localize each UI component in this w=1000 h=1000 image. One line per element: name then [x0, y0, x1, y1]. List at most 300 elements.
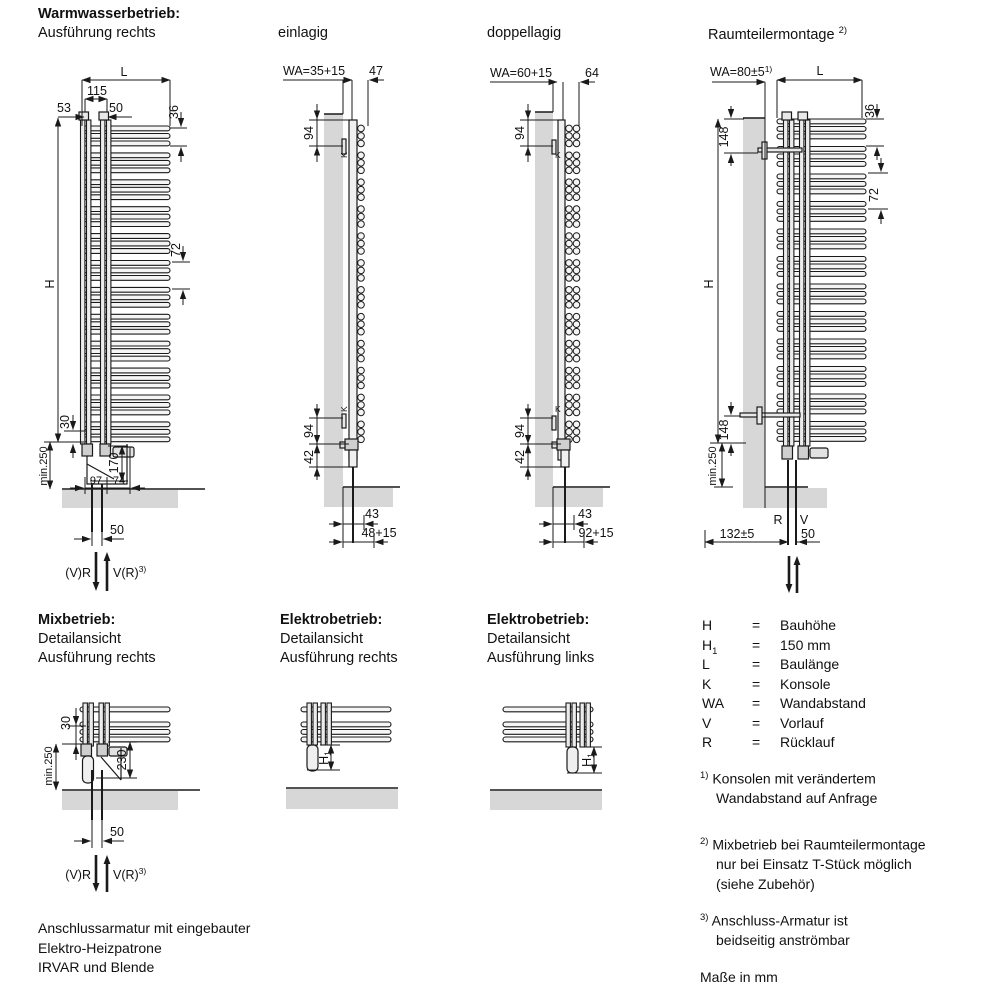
- konsole-bracket: [342, 414, 346, 428]
- tube-end: [358, 275, 365, 282]
- dim-H1: $H_1$: [317, 751, 333, 765]
- radiator-tube: [82, 429, 170, 434]
- tube-end: [573, 287, 580, 294]
- tube-end: [566, 240, 573, 247]
- radiator-tube: [82, 403, 170, 408]
- tube-end: [566, 394, 573, 401]
- valve-body: [782, 446, 793, 459]
- tube-end: [358, 133, 365, 140]
- dim-30: 30: [58, 415, 72, 429]
- tube-end: [358, 294, 365, 301]
- tube-end: [573, 194, 580, 201]
- tube-end: [566, 409, 573, 416]
- dim-94-bottom: 94: [513, 424, 527, 438]
- caption-line1: Anschlussarmatur mit eingebauter: [38, 920, 251, 936]
- radiator-tube: [82, 437, 170, 442]
- mix-sub1: Detailansicht: [38, 631, 122, 647]
- radiator-tube: [82, 141, 170, 146]
- legend-sym: $H_1$: [702, 636, 718, 657]
- tube-end: [358, 221, 365, 228]
- tube-end: [573, 294, 580, 301]
- tube-end: [358, 355, 365, 362]
- radiator-tube: [82, 207, 170, 212]
- floor-elektro-links: [490, 791, 602, 810]
- valve-body: [97, 744, 108, 756]
- section-title-warmwasser: Warmwasserbetrieb:: [38, 6, 181, 22]
- tube-end: [566, 302, 573, 309]
- radiator-tube: [82, 368, 170, 373]
- elektro-rechts-sub1: Detailansicht: [280, 631, 364, 647]
- tube-end: [573, 248, 580, 255]
- collector-pipe: [99, 703, 103, 746]
- section-sub-warmwasser: Ausführung rechts: [38, 25, 156, 41]
- floor-lines: [62, 112, 808, 790]
- radiator-tube: [82, 180, 170, 185]
- tube-end: [566, 167, 573, 174]
- collector-pipe: [800, 120, 804, 446]
- radiator-tube: [82, 214, 170, 219]
- pipe-elbow: [349, 450, 357, 467]
- radiator-tube: [82, 329, 170, 334]
- tube-end: [566, 429, 573, 436]
- tube-end: [566, 260, 573, 267]
- dim-50: 50: [109, 101, 123, 115]
- tube-end: [573, 125, 580, 132]
- tube-end: [573, 321, 580, 328]
- tube-end: [566, 179, 573, 186]
- footnote-3-line1: Anschluss-Armatur ist: [711, 912, 848, 929]
- col-header-doppellagig: doppellagig: [487, 25, 562, 41]
- elektro-rechts-sub2: Ausführung rechts: [280, 650, 398, 666]
- collector-pipe: [307, 703, 311, 745]
- tube-end: [566, 206, 573, 213]
- tube-end: [566, 152, 573, 159]
- tube-end: [566, 287, 573, 294]
- tube-end: [573, 302, 580, 309]
- tube-end: [573, 152, 580, 159]
- legend-val: Bauhöhe: [780, 617, 837, 633]
- tube-end: [358, 206, 365, 213]
- elektro-links-sub2: Ausführung links: [487, 650, 595, 666]
- raumteiler-footnote-ref: 2): [838, 25, 848, 36]
- tube-end: [566, 340, 573, 347]
- collector-pipe: [586, 703, 590, 747]
- tube-end: [566, 267, 573, 274]
- legend-val: Rücklauf: [780, 734, 835, 750]
- tube-end: [566, 321, 573, 328]
- floor-einlagig: [343, 488, 393, 507]
- legend-val: Vorlauf: [780, 714, 824, 731]
- radiator-front-right: [82, 126, 170, 442]
- tube-end: [358, 394, 365, 401]
- section-title-elektro-rechts: Elektrobetrieb:: [280, 612, 383, 628]
- tube-end: [573, 267, 580, 274]
- flow-label-vr: (V)R: [65, 566, 91, 580]
- flow-arrow-down-icon: [93, 883, 100, 892]
- label-ruecklauf: R: [773, 513, 783, 527]
- radiator-tube: [82, 314, 170, 319]
- tube-end: [573, 260, 580, 267]
- valve-body: [798, 446, 809, 459]
- radiator-tube: [82, 168, 170, 173]
- radiator-tube: [82, 222, 170, 227]
- collector-pipe: [81, 120, 85, 444]
- dim-43: 43: [578, 507, 592, 521]
- footnote-2-line1: Mixbetrieb bei Raumteilermontage: [712, 836, 926, 853]
- tube-end: [573, 421, 580, 428]
- radiator-tube: [82, 160, 170, 165]
- radiator-tube: [82, 376, 170, 381]
- tube-end: [573, 275, 580, 282]
- tube-end: [566, 275, 573, 282]
- tube-ends-doppellagig-back: [573, 125, 580, 443]
- footnote-1-sup: 1): [700, 770, 709, 781]
- tube-end: [566, 328, 573, 335]
- tube-end: [566, 194, 573, 201]
- floor-mix: [62, 791, 178, 810]
- collector-pipe: [321, 703, 325, 745]
- flow-label-vr2: $V(R)^{3)}$: [113, 564, 147, 580]
- tube-end: [566, 125, 573, 132]
- tube-end: [573, 179, 580, 186]
- tube-end: [358, 409, 365, 416]
- legend-sym: V: [702, 714, 712, 731]
- tube-end: [566, 421, 573, 428]
- dim-74: 74: [112, 475, 126, 487]
- radiator-tube: [82, 322, 170, 327]
- tube-end: [566, 133, 573, 140]
- tube-end: [358, 421, 365, 428]
- radiator-tube: [82, 126, 170, 131]
- legend-eq: =: [752, 695, 761, 711]
- tube-end: [573, 140, 580, 147]
- radiator-tube: [82, 276, 170, 281]
- tube-end: [566, 402, 573, 409]
- footnote-2-sup: 2): [700, 836, 709, 847]
- collector-pipe: [101, 120, 105, 444]
- footnote-3-sup: 3): [700, 912, 709, 923]
- pipe-elbow: [561, 450, 569, 467]
- footnote-2-line3: (siehe Zubehör): [716, 875, 815, 892]
- section-title-mixbetrieb: Mixbetrieb:: [38, 612, 116, 628]
- dim-48-15: 48+15: [361, 526, 397, 540]
- tube-end: [573, 409, 580, 416]
- flow-arrow-down-icon: [93, 582, 100, 591]
- legend-val: Wandabstand: [780, 695, 866, 711]
- dim-42: 42: [513, 450, 527, 464]
- tube-end: [358, 328, 365, 335]
- konsole-label: K: [555, 404, 561, 414]
- tube-end: [573, 429, 580, 436]
- tube-end: [573, 313, 580, 320]
- flow-arrow-up-icon: [104, 552, 111, 561]
- dim-wa-raumteiler: $WA=80\pm 5^{1)}$: [710, 64, 773, 79]
- tube-end: [358, 302, 365, 309]
- tube-end: [358, 125, 365, 132]
- electric-heating-cartridge: [567, 747, 578, 773]
- legend-eq: =: [752, 714, 761, 731]
- dim-94-top: 94: [302, 126, 316, 140]
- units-note: Maße in mm: [700, 969, 778, 985]
- tube-end: [566, 233, 573, 240]
- collector-pipe: [566, 703, 570, 747]
- floor-doppellagig: [553, 488, 603, 507]
- dim-30: 30: [59, 716, 73, 730]
- radiator-tube: [82, 341, 170, 346]
- floor-elektro-rechts: [286, 789, 398, 809]
- tube-end: [566, 248, 573, 255]
- label-vorlauf: V: [799, 513, 809, 527]
- legend-sym: WA: [702, 695, 725, 711]
- dim-115: 115: [87, 84, 107, 98]
- tube-end: [573, 367, 580, 374]
- footnote-3-line2: beidseitig anströmbar: [716, 932, 850, 949]
- tube-end: [358, 186, 365, 193]
- radiator-tube: [82, 134, 170, 139]
- radiator-tube: [82, 234, 170, 239]
- flow-arrow-up-icon: [104, 855, 111, 864]
- tube-end: [573, 160, 580, 167]
- tube-end: [573, 167, 580, 174]
- tube-end: [573, 233, 580, 240]
- legend-eq: =: [752, 636, 761, 653]
- tube-end: [566, 382, 573, 389]
- dim-94-top: 94: [513, 126, 527, 140]
- dim-72: 72: [867, 188, 881, 202]
- dim-42: 42: [302, 450, 316, 464]
- dim-min250: min.250: [38, 446, 50, 486]
- tube-end: [358, 313, 365, 320]
- tube-end: [573, 340, 580, 347]
- tube-end: [358, 436, 365, 443]
- radiator-tube: [82, 422, 170, 427]
- tube-end: [358, 152, 365, 159]
- tube-end: [573, 186, 580, 193]
- wall-doppellagig: [535, 112, 553, 507]
- radiator-tube: [82, 410, 170, 415]
- valve-body: [82, 444, 93, 456]
- dim-230: 230: [115, 749, 129, 771]
- tube-end: [573, 402, 580, 409]
- collector-pipe: [572, 703, 576, 747]
- dim-72: 72: [169, 243, 183, 257]
- dim-min250: min.250: [43, 746, 55, 786]
- caption-line2: Elektro-Heizpatrone: [38, 939, 162, 956]
- legend-sym: R: [702, 734, 713, 750]
- tube-end: [358, 213, 365, 220]
- valve-body: [81, 744, 92, 756]
- radiator-tube: [82, 383, 170, 388]
- tube-end: [358, 248, 365, 255]
- tube-end: [573, 206, 580, 213]
- tube-end: [566, 186, 573, 193]
- tube-ends-einlagig: [358, 125, 365, 443]
- konsole-rod: [740, 413, 800, 417]
- dim-min250: min.250: [707, 446, 719, 486]
- tube-end: [573, 221, 580, 228]
- caption-line3: IRVAR und Blende: [38, 959, 155, 975]
- tube-end: [358, 321, 365, 328]
- tube-end: [358, 429, 365, 436]
- tube-end: [358, 367, 365, 374]
- dim-132-5: 132±5: [719, 527, 755, 541]
- tube-end: [573, 348, 580, 355]
- konsole-label: K: [339, 406, 349, 412]
- tube-end: [358, 140, 365, 147]
- tube-end: [566, 221, 573, 228]
- collector-pipe: [87, 120, 91, 444]
- elektro-links-sub1: Detailansicht: [487, 631, 571, 647]
- radiator-tube: [82, 195, 170, 200]
- tube-end: [573, 436, 580, 443]
- tube-end: [358, 402, 365, 409]
- pipe-bracket: [79, 112, 89, 120]
- tube-end: [566, 348, 573, 355]
- collector-pipe: [327, 703, 331, 745]
- tube-end: [573, 355, 580, 362]
- raumteiler-label: Raumteilermontage: [708, 26, 835, 43]
- legend-val: 150 mm: [780, 636, 831, 653]
- flow-label-vr: (V)R: [65, 868, 91, 882]
- dim-H: H: [702, 279, 716, 289]
- flow-arrows: [93, 552, 801, 892]
- dim-148-bottom: 148: [717, 419, 731, 441]
- radiator-tube: [82, 395, 170, 400]
- collector-pipe: [580, 703, 584, 747]
- collector-pipe: [784, 120, 788, 446]
- dim-H1: $H_1$: [580, 753, 596, 767]
- profile-bar-einlagig: [349, 120, 357, 460]
- tube-end: [358, 340, 365, 347]
- dim-92-15: 92+15: [578, 526, 614, 540]
- tube-end: [358, 267, 365, 274]
- collector-pipe: [89, 703, 93, 746]
- radiator-tube: [82, 249, 170, 254]
- legend-eq: =: [752, 675, 761, 692]
- radiator-tube: [82, 153, 170, 158]
- flow-arrow-down-icon: [786, 584, 793, 593]
- radiator-tube: [82, 287, 170, 292]
- footnote-1-line2: Wandabstand auf Anfrage: [716, 790, 878, 807]
- legend-val: Baulänge: [780, 656, 840, 672]
- dim-H: H: [43, 279, 57, 289]
- section-title-elektro-links: Elektrobetrieb:: [487, 612, 590, 628]
- dim-47: 47: [369, 64, 383, 78]
- legend-eq: =: [752, 656, 761, 672]
- dim-50: 50: [801, 527, 815, 541]
- tube-end: [358, 160, 365, 167]
- tube-end: [358, 348, 365, 355]
- tube-end: [358, 287, 365, 294]
- tube-end: [566, 140, 573, 147]
- tube-end: [573, 394, 580, 401]
- tube-end: [573, 213, 580, 220]
- tube-end: [358, 375, 365, 382]
- dim-94-bottom: 94: [302, 424, 316, 438]
- dim-36: 36: [167, 105, 181, 119]
- radiator-tube: [82, 349, 170, 354]
- legend-val: Konsole: [780, 675, 831, 692]
- mix-sub2: Ausführung rechts: [38, 650, 156, 666]
- tube-end: [566, 213, 573, 220]
- dim-43: 43: [365, 507, 379, 521]
- dim-wa-einlagig: WA=35+15: [283, 64, 346, 78]
- collector-pipe: [790, 120, 794, 446]
- dim-148-top: 148: [717, 126, 731, 148]
- dim-36: 36: [863, 104, 877, 118]
- radiator-tube: [82, 261, 170, 266]
- tube-end: [573, 240, 580, 247]
- radiator-tube: [82, 268, 170, 273]
- tube-end: [566, 367, 573, 374]
- tube-end: [358, 240, 365, 247]
- tube-end: [358, 382, 365, 389]
- collector-pipe: [313, 703, 317, 745]
- tube-end: [358, 179, 365, 186]
- dim-64: 64: [585, 66, 599, 80]
- tube-end: [358, 233, 365, 240]
- tube-end: [566, 160, 573, 167]
- dim-50: 50: [110, 825, 124, 839]
- pipe-bracket: [798, 112, 808, 120]
- floor-warmwasser: [62, 490, 178, 508]
- dim-97: 97: [89, 475, 103, 487]
- footnote-2-line2: nur bei Einsatz T-Stück möglich: [716, 856, 912, 873]
- tube-end: [566, 375, 573, 382]
- dim-L: L: [816, 64, 824, 78]
- collector-pipe: [105, 703, 109, 746]
- tube-ends-doppellagig-front: [566, 125, 573, 443]
- pipe-bracket: [99, 112, 109, 120]
- dim-53: 53: [57, 101, 71, 115]
- tube-end: [573, 328, 580, 335]
- collector-pipe: [107, 120, 111, 444]
- konsole-label: K: [555, 150, 561, 160]
- dim-wa-doppellagig: WA=60+15: [490, 66, 553, 80]
- dim-50-bottom: 50: [110, 523, 124, 537]
- legend-sym: K: [702, 675, 712, 692]
- collector-pipe: [83, 703, 87, 746]
- pipe-bracket: [782, 112, 792, 120]
- tube-end: [358, 194, 365, 201]
- supply-pipes: [89, 460, 796, 820]
- tube-end: [358, 167, 365, 174]
- radiator-tube: [82, 356, 170, 361]
- col-header-einlagig: einlagig: [278, 25, 328, 41]
- konsole-label: K: [339, 152, 349, 158]
- radiator-tube: [82, 187, 170, 192]
- radiator-tube: [82, 295, 170, 300]
- legend-eq: =: [752, 734, 761, 750]
- collector-pipe: [806, 120, 810, 446]
- valve-knob: [340, 442, 345, 448]
- legend-sym: L: [702, 656, 710, 672]
- footnote-1-line1: Konsolen mit verändertem: [712, 770, 876, 787]
- dim-170: 170: [107, 452, 121, 474]
- tube-end: [566, 294, 573, 301]
- legend-sym: H: [702, 617, 713, 633]
- dim-L: L: [120, 65, 128, 79]
- flow-arrow-up-icon: [794, 556, 801, 565]
- valve-knob: [810, 448, 828, 458]
- flow-label-vr2: $V(R)^{3)}$: [113, 866, 147, 882]
- tube-end: [573, 133, 580, 140]
- radiator-tube: [82, 241, 170, 246]
- wall-raumteiler: [743, 118, 765, 508]
- tube-end: [573, 375, 580, 382]
- tube-end: [573, 382, 580, 389]
- konsole-plate: [757, 407, 762, 424]
